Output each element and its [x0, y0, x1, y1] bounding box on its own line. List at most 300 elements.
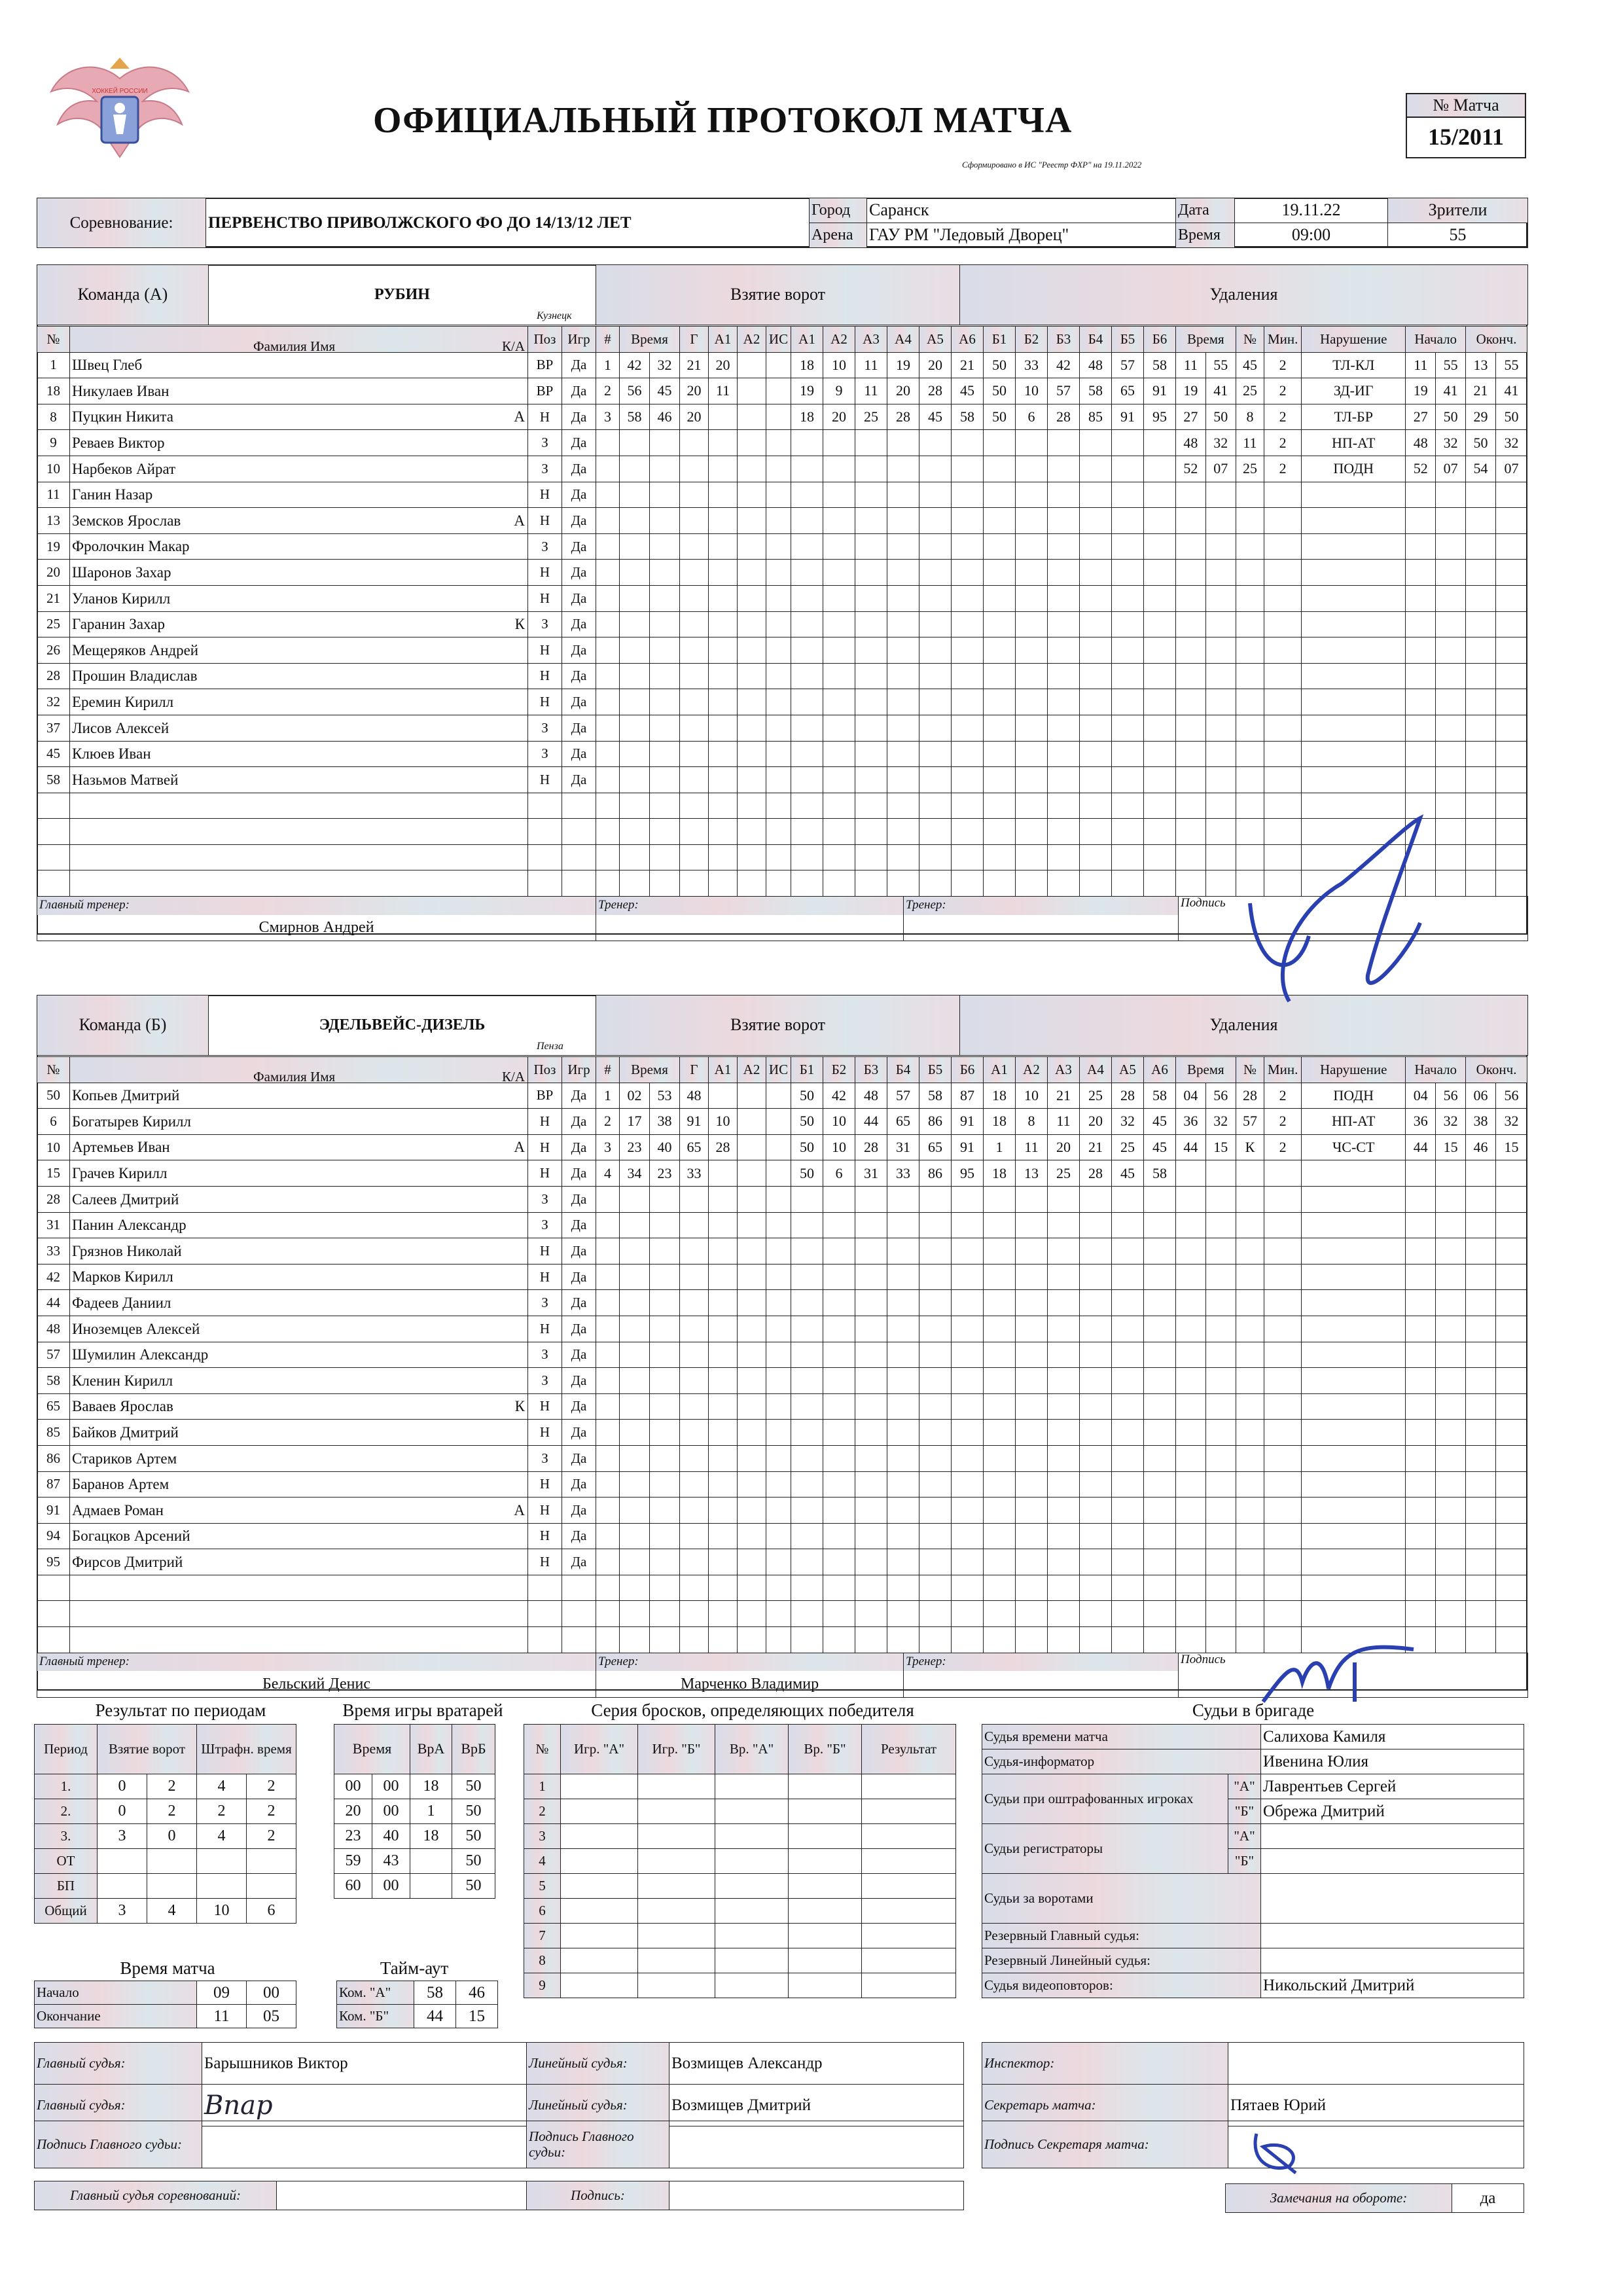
shootout-vb-header: Вр. "Б": [789, 1725, 862, 1774]
player-number: 31: [37, 1212, 70, 1238]
penalty-ss: 07: [1205, 456, 1236, 482]
player-position: Н: [528, 1238, 562, 1265]
player-position: Н: [528, 1160, 562, 1187]
teamA-goals-table: [596, 326, 1176, 897]
teamA-goals-title: Взятие ворот: [596, 265, 960, 325]
period-goals-b: 2: [147, 1799, 197, 1824]
goal-row: [596, 1083, 1176, 1109]
penalty-em: 38: [1466, 1109, 1496, 1135]
goalie-time-title: Время игры вратарей: [342, 1700, 503, 1720]
penalty-num: 45: [1236, 352, 1264, 378]
player-played: Да: [562, 1316, 596, 1342]
goal-is: [766, 378, 791, 404]
penalty-viol: ПОДН: [1302, 456, 1406, 482]
player-name: Фадеев Даниил: [72, 1294, 171, 1311]
player-name: Грязнов Николай: [72, 1242, 182, 1259]
goal-onice-player: 65: [1112, 378, 1144, 404]
player-row-empty: [37, 819, 596, 845]
goal-a1: 11: [709, 378, 738, 404]
goal-onice-player: 20: [887, 378, 919, 404]
teamA-coach1-label: Тренер:: [596, 897, 904, 915]
player-row: [37, 430, 596, 456]
period-label: 1.: [35, 1774, 98, 1799]
penalty-num: 8: [1236, 404, 1264, 430]
goal-col-hash: #: [596, 327, 620, 353]
player-number: 25: [37, 611, 70, 637]
goal-a1: 20: [709, 352, 738, 378]
info-table: [37, 198, 1528, 248]
player-name: Ваваев Ярослав: [72, 1398, 173, 1415]
goal-onice-player: 42: [823, 1083, 855, 1109]
penalty-row: [1176, 1290, 1527, 1316]
penalty-viol: ЗД-ИГ: [1302, 378, 1406, 404]
match-start-h: 09: [197, 1981, 247, 2005]
period-row: [35, 1899, 296, 1924]
goal-row: [596, 1238, 1176, 1265]
penalty-ss2: 07: [1436, 456, 1466, 482]
penalty-num: 25: [1236, 378, 1264, 404]
shootout-table: [524, 1724, 956, 1998]
player-position: Н: [528, 482, 562, 508]
penalty-judge-b-tag: "Б": [1228, 1799, 1261, 1824]
player-name-cell: [70, 482, 528, 508]
player-row-empty: [37, 844, 596, 870]
teamA-col-ka: К/А: [501, 338, 525, 353]
shootout-no: 5: [524, 1874, 561, 1899]
penalty-row: [1176, 1264, 1527, 1290]
goal-col-onice: Б1: [984, 327, 1016, 353]
shootout-row: [524, 1824, 956, 1849]
teamA-col-igr: Игр: [562, 327, 596, 353]
player-played: Да: [562, 1549, 596, 1575]
remarks-table: [1225, 2183, 1524, 2213]
player-name-cell: [70, 1109, 528, 1135]
goal-row: [596, 456, 1176, 482]
player-played: Да: [562, 1134, 596, 1160]
penalty-em: 54: [1466, 456, 1496, 482]
goal-col-onice: Б6: [952, 1057, 984, 1083]
goal-col-onice: А3: [1048, 1057, 1080, 1083]
goal-onice-player: 31: [887, 1134, 919, 1160]
goal-row: [596, 1498, 1176, 1524]
secretary-signature: [1243, 2127, 1322, 2179]
period-goals-a: [98, 1874, 147, 1899]
player-row-empty: [37, 1627, 596, 1653]
goal-onice-player: 19: [887, 352, 919, 378]
goalie-b: 50: [452, 1874, 495, 1899]
penalty-row: [1176, 611, 1527, 637]
goalie-a: [410, 1849, 452, 1874]
penalty-mm: 36: [1176, 1109, 1206, 1135]
player-played: Да: [562, 1083, 596, 1109]
goal-onice-player: 48: [1080, 352, 1112, 378]
goal-onice-player: 25: [1112, 1134, 1144, 1160]
timeout-title: Тайм-аут: [380, 1958, 449, 1978]
goal-onice-player: 48: [855, 1083, 887, 1109]
player-position: Н: [528, 1393, 562, 1420]
penalty-es: 50: [1495, 404, 1527, 430]
goal-row: [596, 404, 1176, 430]
goal-row: [596, 611, 1176, 637]
player-position: Н: [528, 404, 562, 430]
period-pen-b: [247, 1849, 296, 1874]
teamA-players-table: [37, 326, 596, 897]
penalty-row: [1176, 1186, 1527, 1212]
player-played: Да: [562, 1160, 596, 1187]
goal-onice-player: 11: [855, 352, 887, 378]
player-position: ВР: [528, 352, 562, 378]
teamB-col-num: №: [37, 1057, 70, 1083]
goal-row: [596, 663, 1176, 689]
penalty-judge-b: Обрежа Дмитрий: [1261, 1799, 1524, 1824]
teamA-penalties-title: Удаления: [960, 265, 1528, 325]
penalty-row: [1176, 430, 1527, 456]
player-row: [37, 378, 596, 404]
player-name: Стариков Артем: [72, 1450, 177, 1467]
player-name: Нарбеков Айрат: [72, 460, 176, 477]
goalie-row: [334, 1874, 495, 1899]
goal-col-onice: Б5: [1112, 327, 1144, 353]
comp-sign-value: [669, 2181, 964, 2210]
teamA-col-pos: Поз: [528, 327, 562, 353]
goalie-time-header: Время: [334, 1725, 410, 1774]
city-value: Саранск: [867, 198, 1176, 223]
goal-row: [596, 378, 1176, 404]
player-position: З: [528, 456, 562, 482]
penalty-row: [1176, 637, 1527, 664]
player-number: 26: [37, 637, 70, 664]
teamB-penalties-title: Удаления: [960, 996, 1528, 1056]
goal-no: 4: [596, 1160, 620, 1187]
sign-main2-label: Подпись Главного судьи:: [527, 2121, 669, 2168]
goal-onice-player: 91: [952, 1134, 984, 1160]
match-no-label: № Матча: [1406, 94, 1525, 117]
player-name: Гаранин Захар: [72, 616, 165, 633]
shootout-no: 4: [524, 1849, 561, 1874]
period-goals-b: [147, 1849, 197, 1874]
goal-onice-player: 25: [1080, 1083, 1112, 1109]
goalie-b: 50: [452, 1824, 495, 1849]
player-name: Грачев Кирилл: [72, 1165, 168, 1182]
player-row: [37, 585, 596, 611]
goal-col-onice: Б4: [1080, 327, 1112, 353]
teamB-col-ka: К/А: [501, 1069, 525, 1083]
penalty-sm: 36: [1406, 1109, 1436, 1135]
goal-row: [596, 1134, 1176, 1160]
teamA-head-coach-label: Главный тренер:: [37, 897, 596, 915]
penalty-mm: 11: [1176, 352, 1206, 378]
player-number: 28: [37, 663, 70, 689]
goal-row: [596, 1212, 1176, 1238]
shootout-row: [524, 1899, 956, 1924]
shootout-no: 1: [524, 1774, 561, 1799]
goal-onice-player: 25: [1048, 1160, 1080, 1187]
player-name: Иноземцев Алексей: [72, 1320, 200, 1337]
match-start-label: Начало: [35, 1981, 197, 2005]
goal-onice-player: 91: [952, 1109, 984, 1135]
shootout-row: [524, 1924, 956, 1948]
player-name: Лисов Алексей: [72, 719, 169, 736]
player-number: 13: [37, 508, 70, 534]
period-goals-a: 3: [98, 1899, 147, 1924]
registrar-a: [1261, 1824, 1524, 1849]
goal-ss: 45: [650, 378, 680, 404]
player-name-cell: [70, 715, 528, 741]
pen-col-viol: Нарушение: [1302, 327, 1406, 353]
goal-onice-player: 65: [919, 1134, 952, 1160]
player-name: Баранов Артем: [72, 1476, 169, 1493]
penalty-ss: 55: [1205, 352, 1236, 378]
player-name-cell: [70, 741, 528, 767]
goal-onice-player: 18: [984, 1109, 1016, 1135]
teamB-col-igr: Игр: [562, 1057, 596, 1083]
goal-g: 48: [680, 1083, 709, 1109]
period-row: [35, 1774, 296, 1799]
goal-row: [596, 1264, 1176, 1290]
player-name-cell: [70, 1445, 528, 1471]
timeout-a-label: Ком. "А": [337, 1981, 414, 2005]
player-name-cell: [70, 1186, 528, 1212]
penalty-row: [1176, 715, 1527, 741]
shootout-ib-header: Игр. "Б": [638, 1725, 715, 1774]
goal-onice-player: 28: [919, 378, 952, 404]
goal-onice-player: 20: [919, 352, 952, 378]
goal-onice-player: 13: [1016, 1160, 1048, 1187]
player-played: Да: [562, 689, 596, 715]
player-row: [37, 1368, 596, 1394]
player-name: Шаронов Захар: [72, 564, 171, 581]
player-row-empty: [37, 1575, 596, 1601]
goal-onice-player: 91: [1144, 378, 1176, 404]
shootout-no: 6: [524, 1899, 561, 1924]
goal-row: [596, 1601, 1176, 1627]
remarks-label: Замечания на обороте:: [1226, 2184, 1452, 2213]
goal-mm: 34: [620, 1160, 650, 1187]
penalty-em: 21: [1466, 378, 1496, 404]
player-name: Фирсов Дмитрий: [72, 1553, 183, 1570]
player-number: 18: [37, 378, 70, 404]
penalty-min: 2: [1264, 352, 1302, 378]
goal-row: [596, 715, 1176, 741]
player-played: Да: [562, 741, 596, 767]
penalty-ss: 50: [1205, 404, 1236, 430]
goal-judges-label: Судьи за воротами: [982, 1874, 1261, 1924]
match-no: 15/2011: [1406, 117, 1525, 158]
player-number: 11: [37, 482, 70, 508]
player-role: К: [514, 1398, 525, 1415]
player-played: Да: [562, 378, 596, 404]
penalty-ss: 41: [1205, 378, 1236, 404]
goalie-row: [334, 1824, 495, 1849]
penalty-sm: 44: [1406, 1134, 1436, 1160]
goal-onice-player: 8: [1016, 1109, 1048, 1135]
player-row: [37, 663, 596, 689]
goal-col-onice: А1: [984, 1057, 1016, 1083]
goal-col-onice: А4: [887, 327, 919, 353]
goal-row: [596, 1342, 1176, 1368]
goal-mm: 17: [620, 1109, 650, 1135]
goalie-mm: 23: [334, 1824, 372, 1849]
period-pen-a: 4: [197, 1824, 247, 1849]
goal-ss: 38: [650, 1109, 680, 1135]
goal-onice-player: 28: [887, 404, 919, 430]
goal-col-onice: Б2: [823, 1057, 855, 1083]
player-position: З: [528, 430, 562, 456]
penalty-ss: 32: [1205, 1109, 1236, 1135]
goal-row: [596, 1523, 1176, 1549]
goal-g: 33: [680, 1160, 709, 1187]
teamB-col-name-text: Фамилия Имя: [253, 1069, 336, 1083]
time-label: Время: [1176, 223, 1235, 248]
goal-onice-player: 18: [984, 1160, 1016, 1187]
goal-a2: [738, 404, 766, 430]
goal-onice-player: 10: [823, 1109, 855, 1135]
penalty-row: [1176, 1523, 1527, 1549]
timeout-b-label: Ком. "Б": [337, 2005, 414, 2028]
goal-row: [596, 560, 1176, 586]
goalie-ss: 00: [372, 1774, 410, 1799]
player-played: Да: [562, 1523, 596, 1549]
goalie-row: [334, 1774, 495, 1799]
player-position: Н: [528, 1523, 562, 1549]
player-played: Да: [562, 404, 596, 430]
goal-no: 2: [596, 1109, 620, 1135]
period-pen-a: 4: [197, 1774, 247, 1799]
player-position: Н: [528, 689, 562, 715]
penalty-em: 06: [1466, 1083, 1496, 1109]
player-position: З: [528, 715, 562, 741]
teamB-sign-label: Подпись: [1179, 1653, 1528, 1697]
pen-col-start: Начало: [1406, 327, 1466, 353]
shootout-no: 8: [524, 1948, 561, 1973]
shootout-no: 9: [524, 1973, 561, 1998]
player-role: А: [514, 1501, 525, 1518]
teamA-coach1: [596, 915, 904, 941]
player-row: [37, 1238, 596, 1265]
penalty-row: [1176, 1549, 1527, 1575]
goal-col-onice: А6: [952, 327, 984, 353]
player-played: Да: [562, 767, 596, 793]
player-name-cell: [70, 1420, 528, 1446]
penalty-viol: НП-АТ: [1302, 1109, 1406, 1135]
goal-row: [596, 637, 1176, 664]
player-name: Салеев Дмитрий: [72, 1191, 179, 1208]
player-row: [37, 611, 596, 637]
goal-is: [766, 1134, 791, 1160]
goal-a2: [738, 1134, 766, 1160]
goal-row: [596, 1471, 1176, 1498]
player-row: [37, 1083, 596, 1109]
player-name-cell: [70, 1264, 528, 1290]
goal-onice-player: 65: [887, 1109, 919, 1135]
goal-onice-player: 58: [1080, 378, 1112, 404]
main-ref-1-label: Главный судья:: [35, 2043, 202, 2085]
teamA-sign-label: Подпись: [1179, 897, 1528, 941]
player-name: Реваев Виктор: [72, 435, 165, 452]
signatures-table: [34, 2121, 964, 2168]
player-played: Да: [562, 352, 596, 378]
player-name: Еремин Кирилл: [72, 693, 174, 710]
player-played: Да: [562, 611, 596, 637]
player-role: А: [514, 1139, 525, 1156]
goal-onice-player: 57: [1112, 352, 1144, 378]
teamB-col-pos: Поз: [528, 1057, 562, 1083]
goal-onice-player: 6: [823, 1160, 855, 1187]
goal-col-onice: А6: [1144, 1057, 1176, 1083]
goal-row: [596, 741, 1176, 767]
match-time-title: Время матча: [120, 1958, 215, 1978]
player-position: Н: [528, 1420, 562, 1446]
arena-value: ГАУ РМ "Ледовый Дворец": [867, 223, 1176, 248]
player-number: 95: [37, 1549, 70, 1575]
goal-onice-player: 58: [919, 1083, 952, 1109]
comp-sign-label: Подпись:: [527, 2181, 669, 2210]
goal-col-onice: Б1: [791, 1057, 823, 1083]
period-label: 3.: [35, 1824, 98, 1849]
player-name: Уланов Кирилл: [72, 590, 171, 607]
goal-col-is: ИС: [766, 327, 791, 353]
penalty-em: 29: [1466, 404, 1496, 430]
coach-signature-b: [1257, 1636, 1427, 1715]
goalie-b: 50: [452, 1849, 495, 1874]
goal-onice-player: 9: [823, 378, 855, 404]
penalty-row: [1176, 1601, 1527, 1627]
player-role: А: [514, 408, 525, 425]
player-played: Да: [562, 560, 596, 586]
player-name-cell: [70, 1368, 528, 1394]
goalie-b: 50: [452, 1774, 495, 1799]
shootout-no: 3: [524, 1824, 561, 1849]
player-name-cell: [70, 1316, 528, 1342]
player-name-cell: [70, 533, 528, 560]
penalty-num: 25: [1236, 456, 1264, 482]
goal-onice-player: 11: [1016, 1134, 1048, 1160]
goal-is: [766, 1160, 791, 1187]
coach-signature-a: [1211, 805, 1446, 1028]
penalty-num: 11: [1236, 430, 1264, 456]
inspector-value: [1228, 2043, 1524, 2085]
player-row: [37, 560, 596, 586]
teamA-coach2: [904, 915, 1179, 941]
penalty-num: 57: [1236, 1109, 1264, 1135]
competition-label: Соревнование:: [37, 198, 206, 248]
player-name-cell: [70, 560, 528, 586]
goalie-mm: 20: [334, 1799, 372, 1824]
penalty-es: 56: [1495, 1083, 1527, 1109]
goal-onice-player: 25: [855, 404, 887, 430]
goal-col-onice: А2: [823, 327, 855, 353]
goal-row: [596, 1109, 1176, 1135]
teamB-coach2: [904, 1671, 1179, 1697]
goalie-a: 1: [410, 1799, 452, 1824]
player-row: [37, 1420, 596, 1446]
player-played: Да: [562, 1264, 596, 1290]
penalty-mm: 27: [1176, 404, 1206, 430]
goal-no: 2: [596, 378, 620, 404]
player-number: 58: [37, 1368, 70, 1394]
goal-onice-player: 45: [952, 378, 984, 404]
player-played: Да: [562, 585, 596, 611]
teamA-col-name: [70, 327, 528, 353]
player-number: 86: [37, 1445, 70, 1471]
goal-is: [766, 1109, 791, 1135]
reserve-main-label: Резервный Главный судья:: [982, 1924, 1261, 1948]
goal-a2: [738, 1109, 766, 1135]
goal-row: [596, 1445, 1176, 1471]
player-number: 91: [37, 1498, 70, 1524]
goal-col-a2: А2: [738, 327, 766, 353]
penalty-ss2: 15: [1436, 1134, 1466, 1160]
